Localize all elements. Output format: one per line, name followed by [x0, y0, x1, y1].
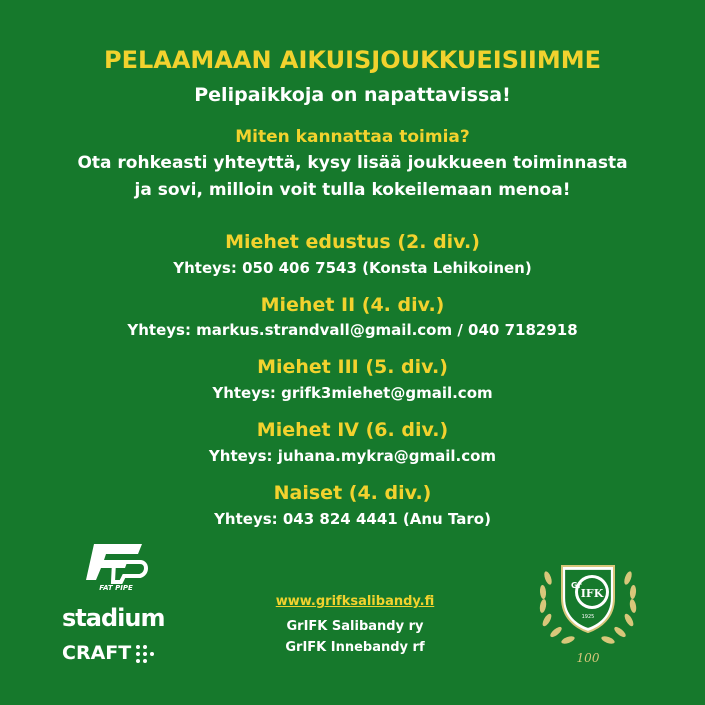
- org-name: GrIFK Innebandy rf: [285, 640, 425, 655]
- team-contact: Yhteys: markus.strandvall@gmail.com / 040 7182918: [127, 321, 578, 339]
- intro-line-2: ja sovi, milloin voit tulla kokeilemaan menoa!: [134, 180, 571, 200]
- stadium-logo: stadium: [62, 604, 165, 632]
- team-contact: Yhteys: juhana.mykra@gmail.com: [208, 447, 497, 465]
- question: Miten kannattaa toimia?: [235, 127, 470, 147]
- team-name: Miehet II (4. div.): [260, 294, 445, 316]
- crest-year: 1925: [581, 614, 595, 620]
- team-contact: Yhteys: 043 824 4441 (Anu Taro): [214, 510, 491, 528]
- crest-gr: Gr: [571, 581, 582, 590]
- org-name: GrIFK Salibandy ry: [286, 619, 424, 634]
- subtitle: Pelipaikkoja on napattavissa!: [194, 84, 511, 106]
- team-name: Miehet III (5. div.): [257, 356, 448, 378]
- fatpipe-wordmark: FAT PIPE: [99, 584, 133, 592]
- craft-dots-icon: [134, 643, 156, 663]
- footer: [250, 594, 460, 655]
- fatpipe-logo: [80, 540, 152, 592]
- website-link[interactable]: www.grifksalibandy.fi: [275, 594, 435, 609]
- page-title: PELAAMAAN AIKUISJOUKKUEISIIMME: [104, 46, 601, 74]
- team-name: Naiset (4. div.): [273, 482, 432, 504]
- team-name: Miehet IV (6. div.): [256, 419, 449, 441]
- crest-anniversary: 100: [576, 651, 600, 665]
- crest-ifk: IFK: [580, 587, 604, 600]
- craft-logo: [62, 640, 156, 666]
- team-name: Miehet edustus (2. div.): [225, 231, 480, 253]
- craft-wordmark: CRAFT: [62, 642, 132, 664]
- intro-line-1: Ota rohkeasti yhteyttä, kysy lisää joukkueen toiminnasta: [77, 153, 628, 173]
- team-contact: Yhteys: 050 406 7543 (Konsta Lehikoinen): [173, 259, 532, 277]
- team-contact: Yhteys: grifk3miehet@gmail.com: [212, 384, 493, 402]
- grifk-crest-logo: [528, 548, 648, 668]
